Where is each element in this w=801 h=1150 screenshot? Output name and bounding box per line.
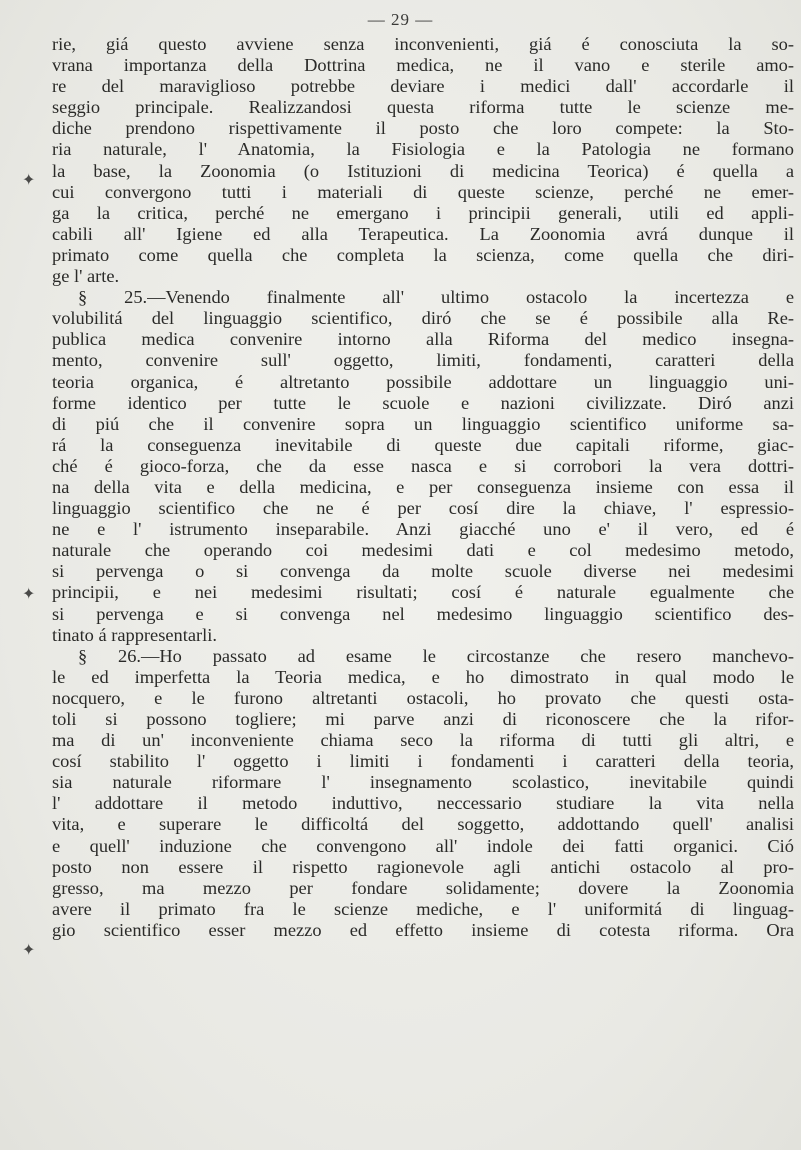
text-line: ma di un' inconveniente chiama seco la riforma di tutti gli altri, e xyxy=(52,730,794,751)
margin-mark: ✦ xyxy=(22,940,36,959)
text-line: § 26.—Ho passato ad esame le circostanze che resero manchevo- xyxy=(78,645,794,666)
text-line: diche prendono rispettivamente il posto che loro compete: la Sto- xyxy=(52,118,794,139)
text-line: cabili all' Igiene ed alla Terapeutica. La Zoonomia avrá dunque il xyxy=(52,223,794,244)
text-line: rie, giá questo avviene senza inconvenienti, giá é conosciuta la so- xyxy=(52,34,794,54)
text-line: l' addottare il metodo induttivo, neccessario studiare la vita nella xyxy=(52,793,794,814)
body-text xyxy=(52,34,794,941)
text-line: sia naturale riformare l' insegnamento scolastico, inevitabile quindi xyxy=(52,772,794,793)
text-line: naturale che operando coi medesimi dati e col medesimo metodo, xyxy=(52,540,794,561)
text-line: volubilitá del linguaggio scientifico, diró che se é possibile alla Re- xyxy=(52,308,794,329)
text-line: na della vita e della medicina, e per conseguenza insieme con essa il xyxy=(52,476,794,497)
text-line: si pervenga o si convenga da molte scuole diverse nei medesimi xyxy=(52,561,794,582)
margin-mark: ✦ xyxy=(22,584,36,603)
text-line: e quell' induzione che convengono all' indole dei fatti organici. Ció xyxy=(52,835,794,856)
text-line: seggio principale. Realizzandosi questa riforma tutte le scienze me- xyxy=(52,97,794,118)
text-line: vita, e superare le difficoltá del soggetto, addottando quell' analisi xyxy=(52,814,794,835)
text-line: ria naturale, l' Anatomia, la Fisiologia e la Patologia ne formano xyxy=(52,139,794,160)
text-line: cosí stabilito l' oggetto i limiti i fondamenti i caratteri della teoria, xyxy=(52,751,794,772)
text-line: le ed imperfetta la Teoria medica, e ho dimostrato in qual modo le xyxy=(52,666,794,687)
text-line: rá la conseguenza inevitabile di queste due capitali riforme, giac- xyxy=(52,434,794,455)
text-line: toli si possono togliere; mi parve anzi di riconoscere che la rifor- xyxy=(52,709,794,729)
text-line: ne e l' istrumento inseparabile. Anzi giacché uno e' il vero, ed é xyxy=(52,519,794,540)
text-line: tinato á rappresentarli. xyxy=(52,624,217,645)
text-line: gresso, ma mezzo per fondare solidamente; dovere la Zoonomia xyxy=(52,877,794,898)
text-line: publica medica convenire intorno alla Riforma del medico insegna- xyxy=(52,329,794,350)
text-line: mento, convenire sull' oggetto, limiti, fondamenti, caratteri della xyxy=(52,350,794,371)
text-line: posto non essere il rispetto ragionevole agli antichi ostacolo al pro- xyxy=(52,856,794,877)
text-line: nocquero, e le furono altretanti ostacoli, ho provato che questi osta- xyxy=(52,687,794,708)
text-line: re del maraviglioso potrebbe deviare i medici dall' accordarle il xyxy=(52,76,794,97)
text-line: primato come quella che completa la scienza, come quella che diri- xyxy=(52,244,794,265)
text-line: forme identico per tutte le scuole e nazioni civilizzate. Diró anzi xyxy=(52,392,794,413)
text-line: principii, e nei medesimi risultati; cosí é naturale egualmente che xyxy=(52,582,794,603)
text-line: teoria organica, é altretanto possibile addottare un linguaggio uni- xyxy=(52,371,794,392)
text-line: § 25.—Venendo finalmente all' ultimo ostacolo la incertezza e xyxy=(78,287,794,308)
margin-mark: ✦ xyxy=(22,170,36,189)
text-line: la base, la Zoonomia (o Istituzioni di medicina Teorica) é quella a xyxy=(52,160,794,181)
text-line: gio scientifico esser mezzo ed effetto insieme di cotesta riforma. Ora xyxy=(52,919,794,940)
page-number: — 29 — xyxy=(367,10,434,29)
text-line: vrana importanza della Dottrina medica, ne il vano e sterile amo- xyxy=(52,55,794,76)
text-line: ge l' arte. xyxy=(52,266,120,287)
text-line: ché é gioco-forza, che da esse nasca e si corrobori la vera dottri- xyxy=(52,455,794,476)
text-line: ga la critica, perché ne emergano i principii generali, utili ed appli- xyxy=(52,202,794,223)
text-line: di piú che il convenire sopra un linguaggio scientifico uniforme sa- xyxy=(52,413,794,434)
text-line: linguaggio scientifico che ne é per cosí dire la chiave, l' espressio- xyxy=(52,498,794,519)
text-line: cui convergono tutti i materiali di queste scienze, perché ne emer- xyxy=(52,181,794,202)
text-line: avere il primato fra le scienze mediche, e l' uniformitá di linguag- xyxy=(52,898,794,919)
text-line: si pervenga e si convenga nel medesimo linguaggio scientifico des- xyxy=(52,603,794,624)
